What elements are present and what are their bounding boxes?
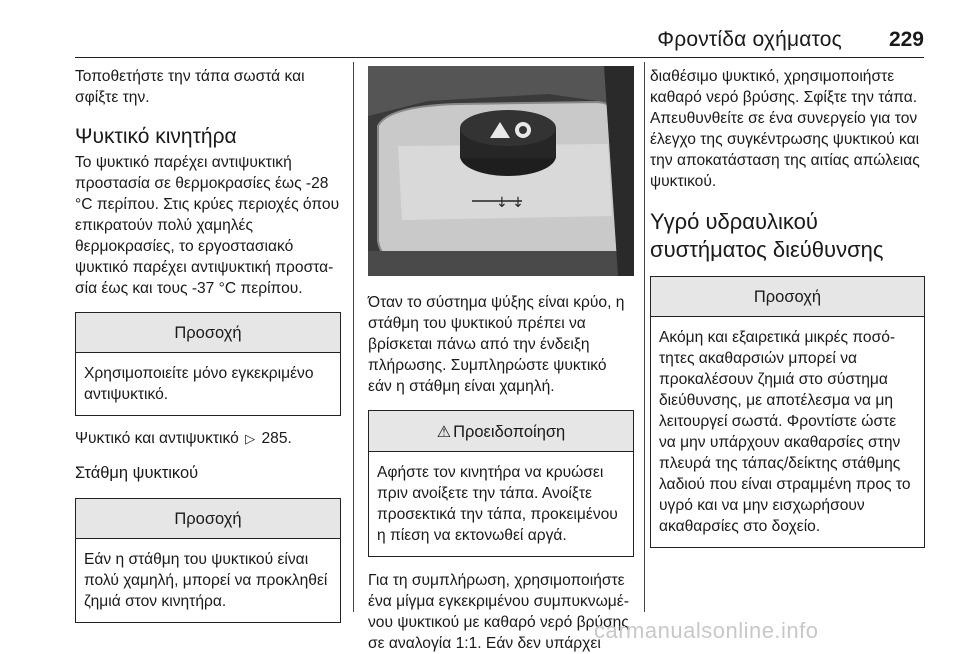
- coolant-heading: Ψυκτικό κινητήρα: [75, 125, 237, 148]
- power-steering-heading: Υγρό υδραυλικού συστήματος διεύθυνσης: [650, 209, 884, 262]
- warning-box: [368, 410, 634, 557]
- level-heading: Στάθμη ψυκτικού: [75, 464, 199, 482]
- column-2: [368, 66, 634, 654]
- page-title: Φροντίδα οχήματος: [657, 28, 842, 51]
- page-header: [0, 0, 960, 60]
- coolant-reservoir-photo: [368, 66, 634, 276]
- caution-box-2-body: Εάν η στάθμη του ψυκτικού είναι πολύ χαμηλή, μπορεί να προκληθεί ζημιά στον κινητήρα.: [84, 551, 328, 610]
- caution-box-2-heading: Προσοχή: [76, 499, 340, 539]
- intro-paragraph: Τοποθετήστε την τάπα σωστά και σφίξτε την.: [75, 68, 305, 106]
- fill-paragraph: Για τη συμπλήρωση, χρησιμοποιήστε ένα μίγμα εγκεκριμένου συμπυκνωμένου ψυκτικού με καθαρό νερό βρύσης σε αναλογία 1:1. Εάν δεν υπάρχει: [368, 572, 629, 652]
- header-rule: [75, 57, 924, 58]
- coolant-paragraph: Το ψυκτικό παρέχει αντιψυκτική προστασία σε θερμοκρασίες έως -28 °C περίπου. Στις κρύες περιοχές όπου επικρατούν πολύ χαμηλές θερμοκρασίες, το εργοστασιακό ψυκτικό παρέχει αντιψυκτική προστασία έως και τους -37 °C περίπου.: [75, 154, 340, 297]
- caution-box-2: [75, 498, 341, 623]
- svg-text:↓ ↓: ↓ ↓: [496, 195, 524, 211]
- page-number: 229: [888, 28, 924, 51]
- check-level-paragraph: Όταν το σύστημα ψύξης είναι κρύο, η στάθμη του ψυκτικού πρέπει να βρίσκεται πάνω από την ένδειξη πλήρωσης. Συμπληρώστε ψυκτικό εάν η στάθμη είναι χαμηλή.: [368, 294, 625, 395]
- continued-paragraph: διαθέσιμο ψυκτικό, χρησιμοποιήστε καθαρό νερό βρύσης. Σφίξτε την τάπα. Απευθυνθείτε σε ένα συνεργείο για τον έλεγχο της συγκέντρωσης ψυκτικού και την αποκατάσταση της αιτίας απώλειας ψυκτικού.: [650, 68, 920, 190]
- warning-triangle-icon: ⚠: [436, 424, 452, 441]
- caution-box-1: [75, 312, 341, 416]
- coolant-reservoir-illustration: [368, 66, 634, 276]
- page-reference-arrow-icon: ▷: [245, 431, 256, 446]
- column-divider-2: [644, 62, 645, 612]
- warning-box-title: Προειδοποίηση: [453, 423, 566, 441]
- reference-line: [75, 428, 341, 449]
- caution-box-3-body: Ακόμη και εξαιρετικά μικρές ποσότητες ακαθαρσιών μπορεί να προκαλέσουν ζημιά στο σύστημα διεύθυνσης, με αποτέλεσμα να μη λειτουργεί σωστά. Φροντίστε ώστε να μην υπάρχουν ακαθαρσίες στην πλευρά της τάπας/δείκτης στάθμης λαδιού που είναι στραμμένη προς το υγρό και να μην εισχωρήσουν ακαθαρσίες στο δοχείο.: [659, 329, 911, 535]
- column-3: [650, 66, 925, 548]
- caution-box-3: [650, 276, 925, 548]
- reference-page[interactable]: 285.: [261, 430, 292, 447]
- warning-box-body: Αφήστε τον κινητήρα να κρυώσει πριν ανοίξετε την τάπα. Ανοίξτε προσεκτικά την τάπα, προκειμένου η πίεση να εκτονωθεί αργά.: [377, 464, 618, 544]
- caution-box-3-heading: Προσοχή: [651, 277, 924, 317]
- warning-box-heading: [369, 411, 633, 452]
- watermark: carmanualsonline.info: [594, 618, 819, 643]
- caution-box-1-body: Χρησιμοποιείτε μόνο εγκεκριμένο αντιψυκτικό.: [84, 365, 314, 403]
- caution-box-1-heading: Προσοχή: [76, 313, 340, 353]
- column-1: [75, 66, 341, 623]
- column-divider-1: [353, 62, 354, 612]
- reference-text: Ψυκτικό και αντιψυκτικό: [75, 430, 239, 447]
